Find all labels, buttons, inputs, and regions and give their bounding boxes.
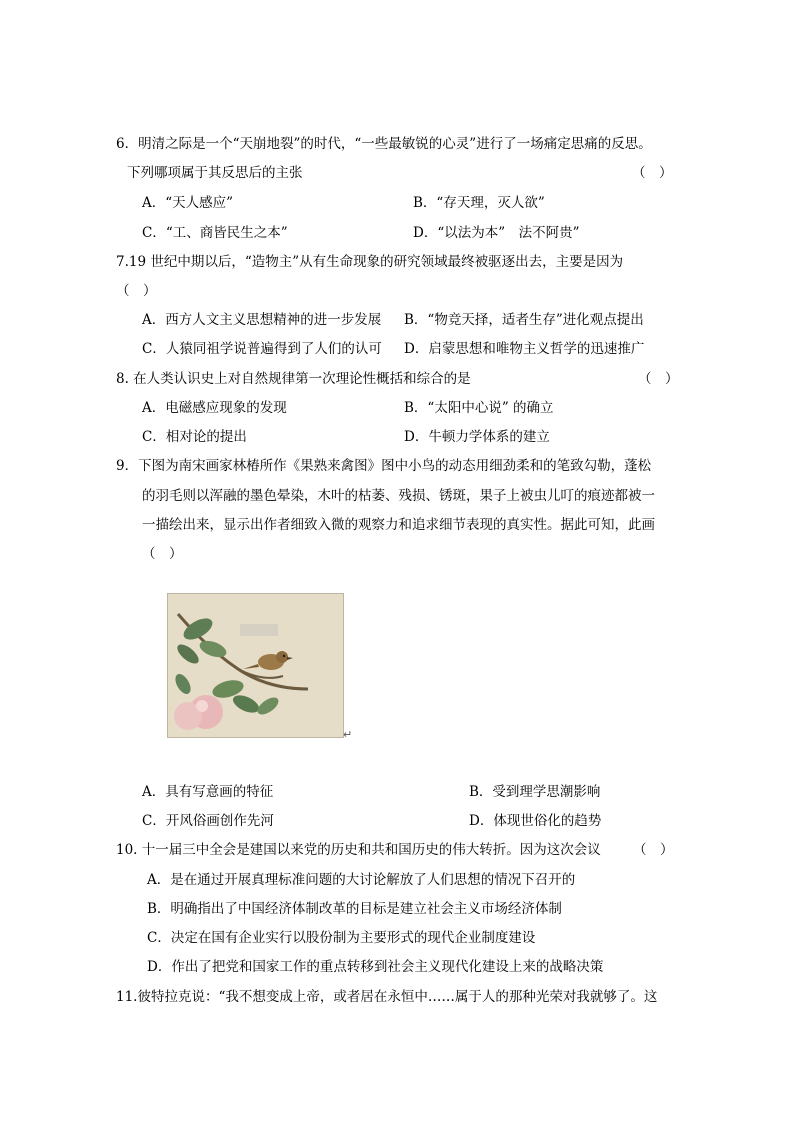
q7-option-b: B．“物竞天择，适者生存”进化观点提出: [404, 312, 644, 328]
q7-option-d: D．启蒙思想和唯物主义哲学的迅速推广: [404, 341, 645, 357]
q10-option-a: A．是在通过开展真理标准问题的大讨论解放了人们思想的情况下召开的: [147, 872, 576, 888]
q6-option-a: A．“天人感应”: [142, 195, 234, 211]
bird-and-fruit-painting: [168, 594, 343, 737]
paragraph-return-mark: ↵: [343, 728, 353, 741]
q6-stem-line2: 下列哪项属于其反思后的主张: [127, 165, 303, 181]
q6-stem-line1: 6．明清之际是一个“天崩地裂”的时代，“一些最敏锐的心灵”进行了一场痛定思痛的反思。: [116, 136, 652, 152]
q9-stem-line1: 9．下图为南宋画家林椿所作《果熟来禽图》图中小鸟的动态用细劲柔和的笔致勾勒，蓬松: [116, 458, 652, 474]
q7-stem-line1: 7.19 世纪中期以后，“造物主”从有生命现象的研究领域最终被驱逐出去，主要是因为: [116, 254, 624, 270]
q9-option-a: A．具有写意画的特征: [142, 784, 274, 800]
q8-option-c: C．相对论的提出: [142, 429, 247, 445]
q7-option-a: A．西方人文主义思想精神的进一步发展: [142, 312, 382, 328]
q9-answer-paren: （ ）: [142, 546, 183, 562]
q8-option-d: D．牛顿力学体系的建立: [404, 429, 550, 445]
q10-stem: 10. 十一届三中全会是建国以来党的历史和共和国历史的伟大转折。因为这次会议: [116, 842, 601, 858]
q6-option-c: C．“工、商皆民生之本”: [142, 225, 288, 241]
q6-answer-paren: （ ）: [632, 165, 673, 181]
q8-option-a: A．电磁感应现象的发现: [142, 400, 287, 416]
q10-answer-paren: （ ）: [633, 842, 674, 858]
q9-option-c: C．开风俗画创作先河: [142, 813, 274, 829]
q10-option-c: C．决定在国有企业实行以股份制为主要形式的现代企业制度建设: [147, 930, 536, 946]
q11-stem-line1: 11.彼特拉克说：“我不想变成上帝，或者居在永恒中……属于人的那种光荣对我就够了。这: [116, 989, 658, 1005]
q10-option-d: D．作出了把党和国家工作的重点转移到社会主义现代化建设上来的战略决策: [147, 959, 604, 975]
q6-option-b: B．“存天理，灭人欲”: [413, 195, 545, 211]
q9-stem-line2: 的羽毛则以浑融的墨色晕染，木叶的枯萎、残损、锈斑，果子上被虫儿叮的痕迹都被一: [142, 488, 655, 504]
q7-answer-paren: （ ）: [116, 283, 157, 299]
q8-option-b: B．“太阳中心说” 的确立: [404, 400, 554, 416]
q8-stem: 8. 在人类认识史上对自然规律第一次理论性概括和综合的是: [116, 371, 471, 387]
q9-option-d: D．体现世俗化的趋势: [469, 813, 602, 829]
q7-option-c: C．人猿同祖学说普遍得到了人们的认可: [142, 341, 382, 357]
q9-option-b: B．受到理学思潮影响: [469, 784, 601, 800]
q9-stem-line3: 一描绘出来，显示出作者细致入微的观察力和追求细节表现的真实性。据此可知，此画: [142, 517, 655, 533]
q8-answer-paren: （ ）: [638, 371, 679, 387]
q6-option-d: D．“以法为本” 法不阿贵”: [413, 225, 580, 241]
painting-image: [167, 593, 344, 738]
q10-option-b: B．明确指出了中国经济体制改革的目标是建立社会主义市场经济体制: [147, 901, 562, 917]
